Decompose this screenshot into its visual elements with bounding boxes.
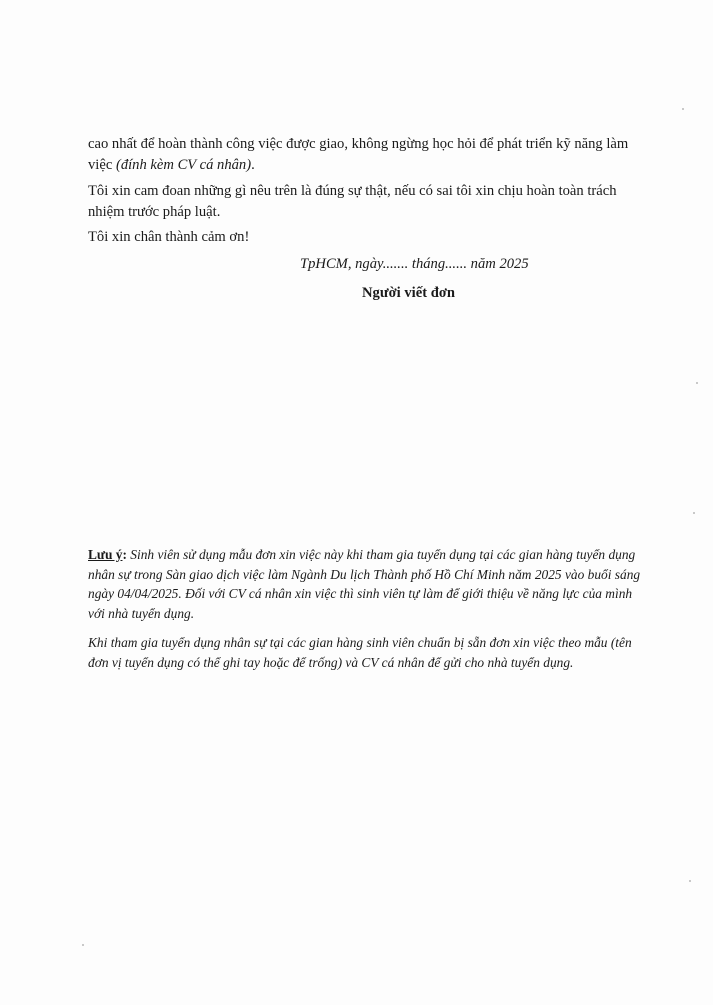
scan-speck	[682, 108, 684, 110]
declaration-paragraph: Tôi xin cam đoan những gì nêu trên là đúng sự thật, nếu có sai tôi xin chịu hoàn toàn trách nhiệm trước pháp luật.	[88, 183, 617, 220]
commitment-paragraph	[88, 134, 648, 176]
note-paragraph-2: Khi tham gia tuyển dụng nhân sự tại các gian hàng sinh viên chuẩn bị sẵn đơn xin việc theo mẫu (tên đơn vị tuyển dụng có thể ghi tay hoặc để trống) và CV cá nhân để gửi cho nhà tuyển dụng.	[88, 635, 632, 670]
date-line: TpHCM, ngày....... tháng...... năm 2025	[300, 256, 529, 272]
note-label: Lưu ý	[88, 547, 123, 562]
note-text: Sinh viên sử dụng mẫu đơn xin việc này khi tham gia tuyển dụng tại các gian hàng tuyển dụng nhân sự trong Sàn giao dịch việc làm Ngành Du lịch Thành phố Hồ Chí Minh năm 2025 vào buổi sáng ngày 04/04/2025. Đối với CV cá nhân xin việc thì sinh viên tự làm để giới thiệu về năng lực của mình với nhà tuyển dụng.	[88, 547, 641, 621]
scan-speck	[693, 512, 695, 514]
note-paragraph	[88, 545, 648, 623]
commitment-text: cao nhất để hoàn thành công việc được giao, không ngừng học hỏi để phát triển kỹ năng làm việc	[88, 136, 629, 173]
scan-speck	[689, 880, 691, 882]
attachment-note: (đính kèm CV cá nhân)	[115, 157, 252, 173]
thanks-line: Tôi xin chân thành cảm ơn!	[88, 229, 250, 245]
note-colon: :	[122, 547, 127, 562]
signer-label: Người viết đơn	[362, 285, 456, 301]
scan-speck	[82, 944, 84, 946]
commitment-period: .	[251, 157, 255, 173]
scan-speck	[696, 382, 698, 384]
